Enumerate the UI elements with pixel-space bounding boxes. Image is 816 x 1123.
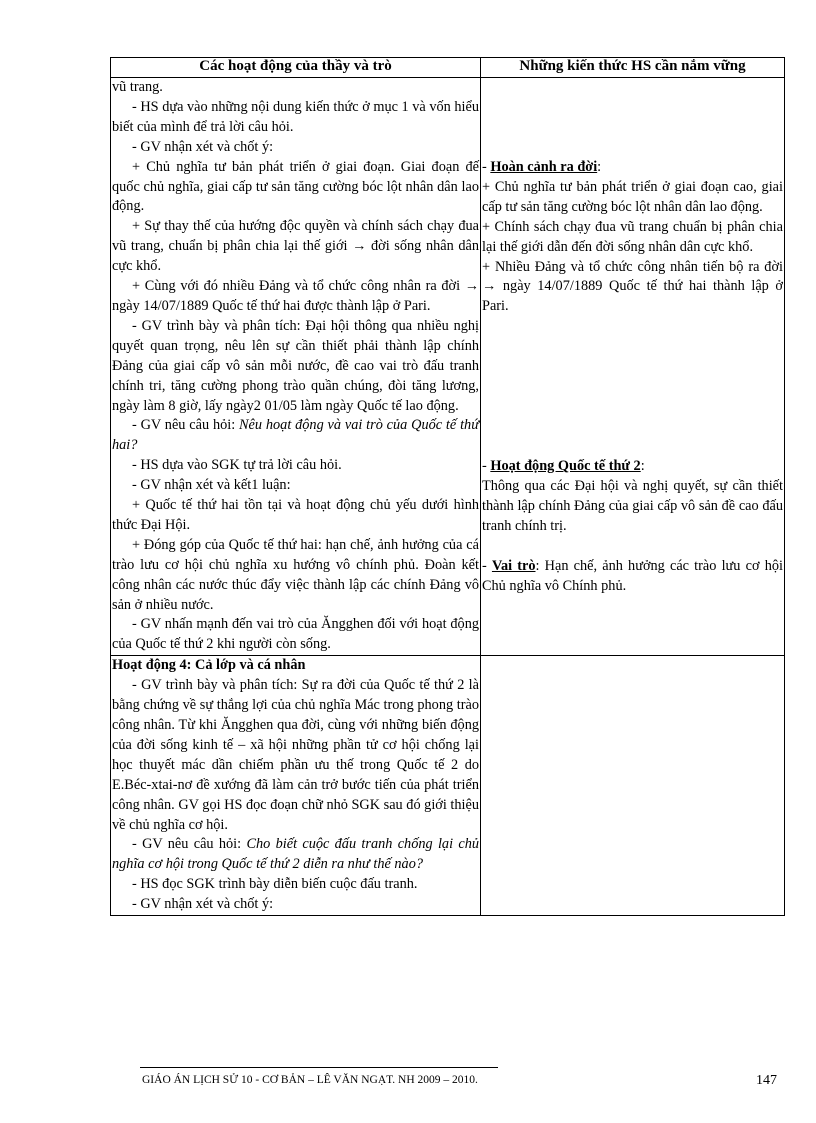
question-text: Cho biết cuộc đấu tranh chống lại chủ nghĩa cơ hội trong Quốc tế thứ 2 diễn ra như thế nào? — [112, 836, 480, 873]
section-title: Hoạt động Quốc tế thứ 2 — [490, 458, 641, 475]
section-title: Hoàn cảnh ra đời — [490, 159, 598, 175]
list-item: + Chính sách chạy đua vũ trang chuẩn bị phân chia lại thế giới dẫn đến đời sống nhân dân cực khổ. — [482, 218, 783, 255]
section-heading: - Hoàn cảnh ra đời: — [482, 159, 602, 175]
activities-cell — [111, 78, 481, 656]
activities-paragraphs-2 — [112, 456, 479, 655]
section-text: Thông qua các Đại hội và nghị quyết, sự cần thiết thành lập chính Đảng của giai cấp vô sản đề cao đấu tranh chính trị. — [482, 478, 783, 534]
section-heading: - Hoạt động Quốc tế thứ 2: — [482, 458, 645, 475]
section-items — [482, 178, 783, 317]
paragraph: - GV nhấn mạnh đến vai trò của Ăngghen đối với hoạt động của Quốc tế thứ 2 khi người còn sống. — [112, 616, 479, 653]
paragraph: vũ trang. — [112, 79, 163, 95]
question-text: Nêu hoạt động và vai trò của Quốc tế thứ hai? — [112, 417, 479, 454]
paragraph: + Quốc tế thứ hai tồn tại và hoạt động chủ yếu dưới hình thức Đại Hội. — [112, 497, 479, 533]
paragraph: - GV nhận xét và chốt ý: — [132, 896, 274, 913]
paragraph: + Đóng góp của Quốc tế thứ hai: hạn chế, ảnh hưởng của cá trào lưu cơ hội chủ nghĩa xu hướng vô chính phủ. Đoàn kết công nhân các nước thúc đẩy việc thành lập các chính Đảng vô sản ở nhiều nước. — [112, 536, 479, 613]
list-item: + Nhiều Đảng và tổ chức công nhân tiến bộ ra đời → ngày 14/07/1889 Quốc tế thứ hai thành lập ở Pari. — [482, 258, 783, 315]
activities-paragraphs — [112, 676, 479, 835]
activities-cell — [111, 656, 481, 916]
activities-paragraphs-2 — [112, 875, 479, 915]
paragraph: - GV trình bày và phân tích: Đại hội thông qua nhiều nghị quyết quan trọng, nêu lên sự cần thiết phải thành lập chính Đảng của giai cấp vô sản mỗi nước, đề cao vai trò đấu tranh chính tri, tăng cường phong trào quần chúng, đòi tăng lương, ngày làm 8 giờ, lấy ngày2 01/05 làm ngày Quốc tế lao động. — [112, 317, 479, 414]
paragraph: - GV nhận xét và chốt ý: — [132, 138, 274, 155]
activity-heading: Hoạt động 4: Cả lớp và cá nhân — [112, 657, 306, 674]
knowledge-cell — [481, 78, 785, 656]
spacer — [482, 317, 783, 457]
footer-rule — [140, 1067, 498, 1068]
paragraph: - GV trình bày và phân tích: Sự ra đời của Quốc tế thứ 2 là bằng chứng về sự thắng lợi của chủ nghĩa Mác trong phong trào công nhân. Từ khi Ăngghen qua đời, cùng với những biến động của đời sống kinh tế – xã hội những phần tử cơ hội chống lại học thuyết mác dần chiếm phần ưu thế trong Quốc tế 2 do E.Béc-xtai-nơ đề xướng đã làm cản trở bước tiến của phát triển công nhân. GV gọi HS đọc đoạn chữ nhỏ SGK sau đó giới thiệu về chủ nghĩa cơ hội. — [112, 677, 479, 833]
question-paragraph — [112, 416, 479, 456]
paragraph: - HS đọc SGK trình bày diễn biến cuộc đấu tranh. — [132, 876, 418, 893]
section-text: : Hạn chế, ảnh hưởng các trào lưu cơ hội Chủ nghĩa vô Chính phủ. — [482, 557, 783, 594]
footer-text: GIÁO ÁN LỊCH SỬ 10 - CƠ BẢN – LÊ VĂN NGẠT. NH 2009 – 2010. — [142, 1074, 478, 1086]
spacer — [482, 78, 783, 158]
table-header-row — [111, 58, 785, 78]
list-item: + Chủ nghĩa tư bản phát triển ở giai đoạn cao, giai cấp tư sản tăng cường bóc lột nhân dân lao động. — [482, 178, 783, 215]
spacer — [482, 537, 783, 557]
section-heading: - Vai trò: Hạn chế, ảnh hưởng các trào lưu cơ hội Chủ nghĩa vô Chính phủ. — [482, 557, 783, 594]
paragraph: - HS dựa vào những nội dung kiến thức ở mục 1 và vốn hiểu biết của mình để trả lời câu hỏi. — [112, 98, 479, 135]
question-paragraph — [112, 835, 479, 875]
header-activities: Các hoạt động của thầy và trò — [111, 58, 481, 78]
activities-paragraphs — [112, 78, 479, 416]
header-knowledge: Những kiến thức HS cần nắm vững — [481, 58, 785, 78]
page-number: 147 — [756, 1073, 777, 1088]
question-prefix: - GV nêu câu hỏi: — [132, 836, 247, 853]
lesson-plan-table — [110, 57, 785, 916]
paragraph: + Cùng với đó nhiều Đảng và tổ chức công nhân ra đời → ngày 14/07/1889 Quốc tế thứ hai được thành lập ở Pari. — [112, 278, 479, 314]
paragraph: + Chủ nghĩa tư bản phát triển ở giai đoạn. Giai đoạn đế quốc chủ nghĩa, giai cấp tư sản tăng cường bóc lột nhân dân lao động. — [112, 158, 479, 215]
paragraph: - GV nhận xét và kết1 luận: — [132, 477, 291, 494]
table-row — [111, 78, 785, 656]
section-title: Vai trò — [491, 557, 536, 574]
paragraph: - HS dựa vào SGK tự trả lời câu hỏi. — [132, 457, 342, 474]
paragraph: + Sự thay thế của hướng độc quyền và chính sách chạy đua vũ trang, chuẩn bị phân chia lại thế giới → đời sống nhân dân cực khổ. — [112, 218, 479, 275]
question-prefix: - GV nêu câu hỏi: — [132, 417, 240, 434]
table-row — [111, 656, 785, 916]
knowledge-cell — [481, 656, 785, 916]
